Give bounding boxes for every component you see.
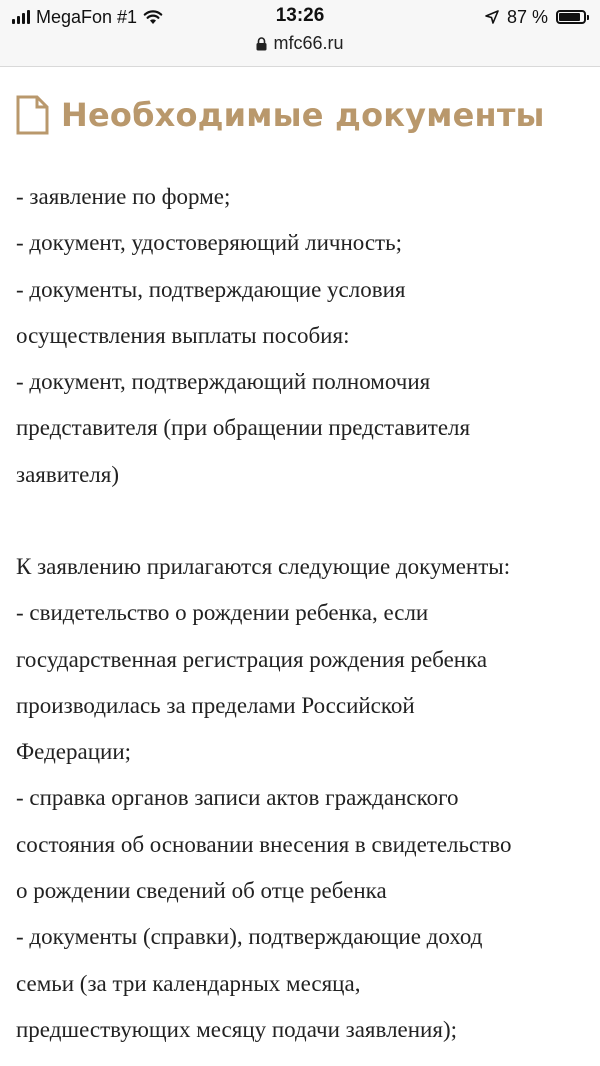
text-line: К заявлению прилагаются следующие документы:	[16, 554, 511, 579]
text-line: - свидетельство о рождении ребенка, если	[16, 600, 429, 626]
text-line: Федерации;	[16, 739, 132, 765]
battery-percent: 87 %	[506, 6, 548, 27]
status-time: 13:26	[275, 5, 325, 26]
lock-icon	[256, 37, 267, 51]
status-bar	[0, 0, 600, 67]
text-line: - документ, удостоверяющий личность;	[16, 230, 402, 256]
text-line: - документ, подтверждающий полномочия	[16, 369, 431, 395]
text-line: - справка органов записи актов гражданского	[16, 785, 459, 811]
required-documents-list	[16, 174, 588, 498]
address-bar[interactable]	[0, 33, 600, 54]
text-line: состояния об основании внесения в свидетельство	[16, 831, 512, 857]
page-title: Необходимые документы	[61, 96, 545, 134]
text-line: осуществления выплаты пособия:	[16, 322, 350, 348]
battery-icon	[556, 10, 586, 24]
document-icon	[16, 95, 49, 135]
status-right	[485, 6, 586, 28]
text-line: - документы (справки), подтверждающие доход	[16, 924, 483, 950]
section-heading	[16, 94, 588, 136]
text-line: предшествующих месяцу подачи заявления);	[16, 1016, 457, 1042]
text-line: производилась за пределами Российской	[16, 692, 415, 718]
text-line: семьи (за три календарных месяца,	[16, 970, 361, 996]
text-line: заявителя)	[16, 461, 120, 487]
text-line: - заявление по форме;	[16, 184, 231, 209]
text-line: государственная регистрация рождения ребенка	[16, 646, 488, 672]
location-arrow-icon	[485, 10, 499, 24]
text-line: - документы, подтверждающие условия	[16, 276, 406, 302]
url-text[interactable]: mfc66.ru	[273, 33, 344, 53]
text-line: представителя (при обращении представителя	[16, 415, 471, 441]
page-content	[16, 94, 588, 1042]
attached-documents-list	[16, 544, 588, 1053]
carrier-name: MegaFon #1	[36, 6, 138, 27]
text-line: о рождении сведений об отце ребенка	[16, 878, 387, 904]
battery-level-fill	[559, 13, 580, 21]
